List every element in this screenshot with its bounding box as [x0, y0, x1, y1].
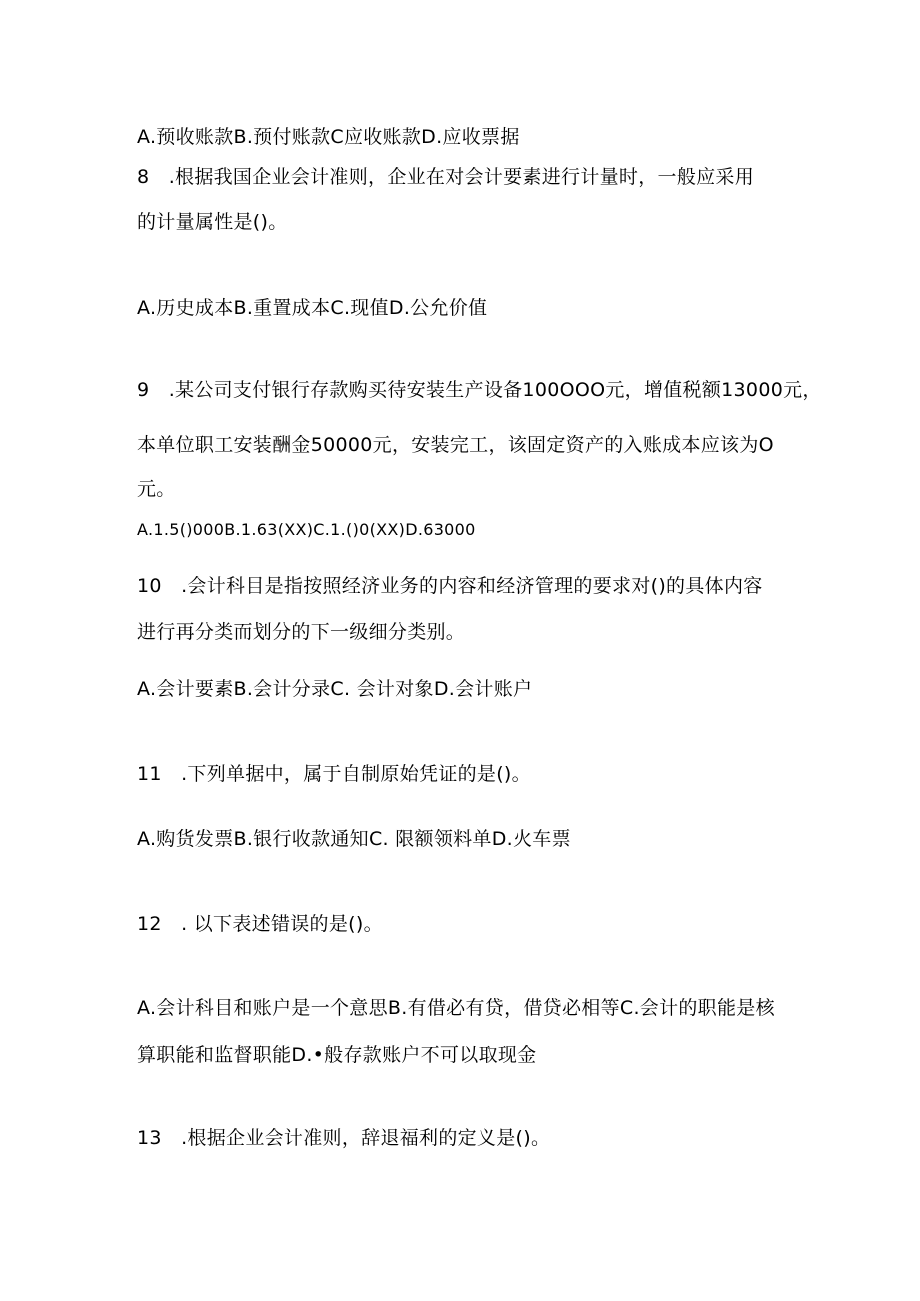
answer-options-q9: A.1.5()000B.1.63(XX)C.1.()0(XX)D.63000 [137, 520, 476, 539]
question-9-line-3: 元。 [137, 478, 176, 500]
answer-options-q8: A.历史成本B.重置成本C.现值D.公允价值 [137, 297, 488, 319]
question-12-line-1: 12 . 以下表述错误的是()。 [137, 913, 383, 935]
question-10-line-2: 进行再分类而划分的下一级细分类别。 [137, 621, 466, 643]
question-9-line-1: 9 .某公司支付银行存款购买待安装生产设备100OOO元，增值税额13000元， [137, 379, 822, 401]
question-8-line-2: 的计量属性是()。 [137, 211, 288, 233]
answer-options-q10: A.会计要素B.会计分录C. 会计对象D.会计账户 [137, 678, 533, 700]
question-10-line-1: 10 .会计科目是指按照经济业务的内容和经济管理的要求对()的具体内容 [137, 575, 763, 597]
question-8-line-1: 8 .根据我国企业会计准则，企业在对会计要素进行计量时，一般应采用 [137, 166, 755, 188]
answer-options-q11: A.购货发票B.银行收款通知C. 限额领料单D.火车票 [137, 828, 571, 850]
question-9-line-2: 本单位职工安装酬金50000元，安装完工，该固定资产的入账成本应该为O [137, 434, 774, 456]
answer-options-q12-line-2: 算职能和监督职能D.•般存款账户不可以取现金 [137, 1044, 537, 1066]
question-13-line-1: 13 .根据企业会计准则，辞退福利的定义是()。 [137, 1127, 551, 1149]
question-11-line-1: 11 .下列单据中，属于自制原始凭证的是()。 [137, 763, 531, 785]
answer-options-q7: A.预收账款B.预付账款C应收账款D.应收票据 [137, 126, 520, 148]
answer-options-q12-line-1: A.会计科目和账户是一个意思B.有借必有贷，借贷必相等C.会计的职能是核 [137, 997, 775, 1019]
